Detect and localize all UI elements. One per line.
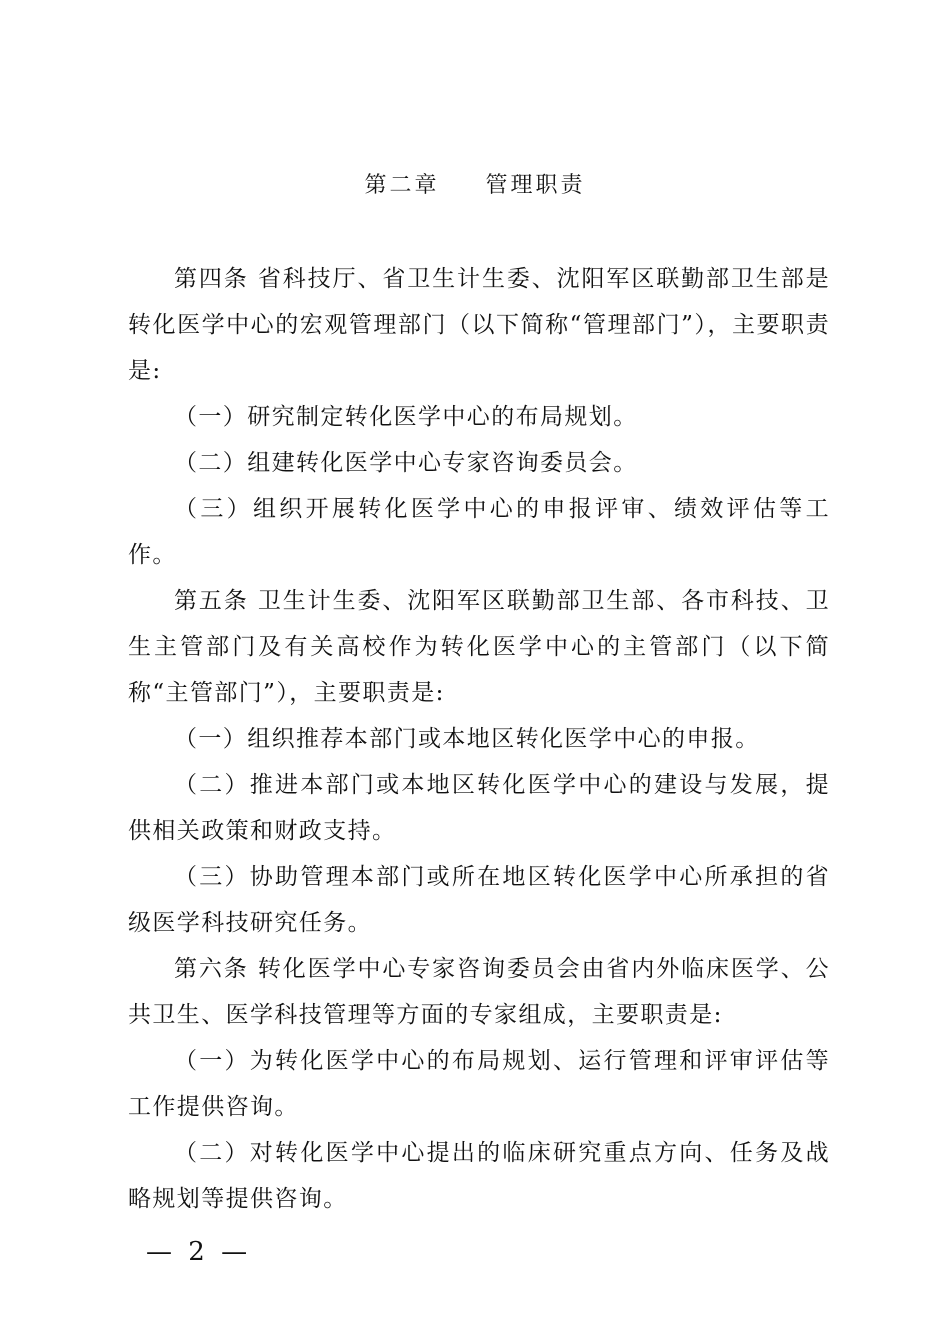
document-body	[128, 256, 830, 1222]
article-4: 第四条 省科技厅、省卫生计生委、沈阳军区联勤部卫生部是转化医学中心的宏观管理部门（以下简称“管理部门”），主要职责是:	[128, 266, 830, 384]
article-6-item-1: （一）为转化医学中心的布局规划、运行管理和评审评估等工作提供咨询。	[128, 1048, 830, 1120]
article-5-item-2: （二）推进本部门或本地区转化医学中心的建设与发展，提供相关政策和财政支持。	[128, 772, 830, 844]
article-5: 第五条 卫生计生委、沈阳军区联勤部卫生部、各市科技、卫生主管部门及有关高校作为转化医学中心的主管部门（以下简称“主管部门”），主要职责是:	[128, 588, 830, 706]
chapter-heading	[0, 168, 950, 199]
article-4-item-2: （二）组建转化医学中心专家咨询委员会。	[174, 450, 638, 476]
chapter-number: 第二章	[364, 173, 440, 198]
chapter-title: 管理职责	[485, 173, 586, 198]
page-number: — 2 —	[146, 1237, 252, 1267]
article-6-item-2: （二）对转化医学中心提出的临床研究重点方向、任务及战略规划等提供咨询。	[128, 1140, 830, 1212]
article-5-item-1: （一）组织推荐本部门或本地区转化医学中心的申报。	[174, 726, 760, 752]
article-6: 第六条 转化医学中心专家咨询委员会由省内外临床医学、公共卫生、医学科技管理等方面的专家组成，主要职责是:	[128, 956, 830, 1028]
article-5-item-3: （三）协助管理本部门或所在地区转化医学中心所承担的省级医学科技研究任务。	[128, 864, 830, 936]
article-4-item-1: （一）研究制定转化医学中心的布局规划。	[174, 404, 638, 430]
article-4-item-3: （三）组织开展转化医学中心的申报评审、绩效评估等工作。	[128, 496, 830, 568]
